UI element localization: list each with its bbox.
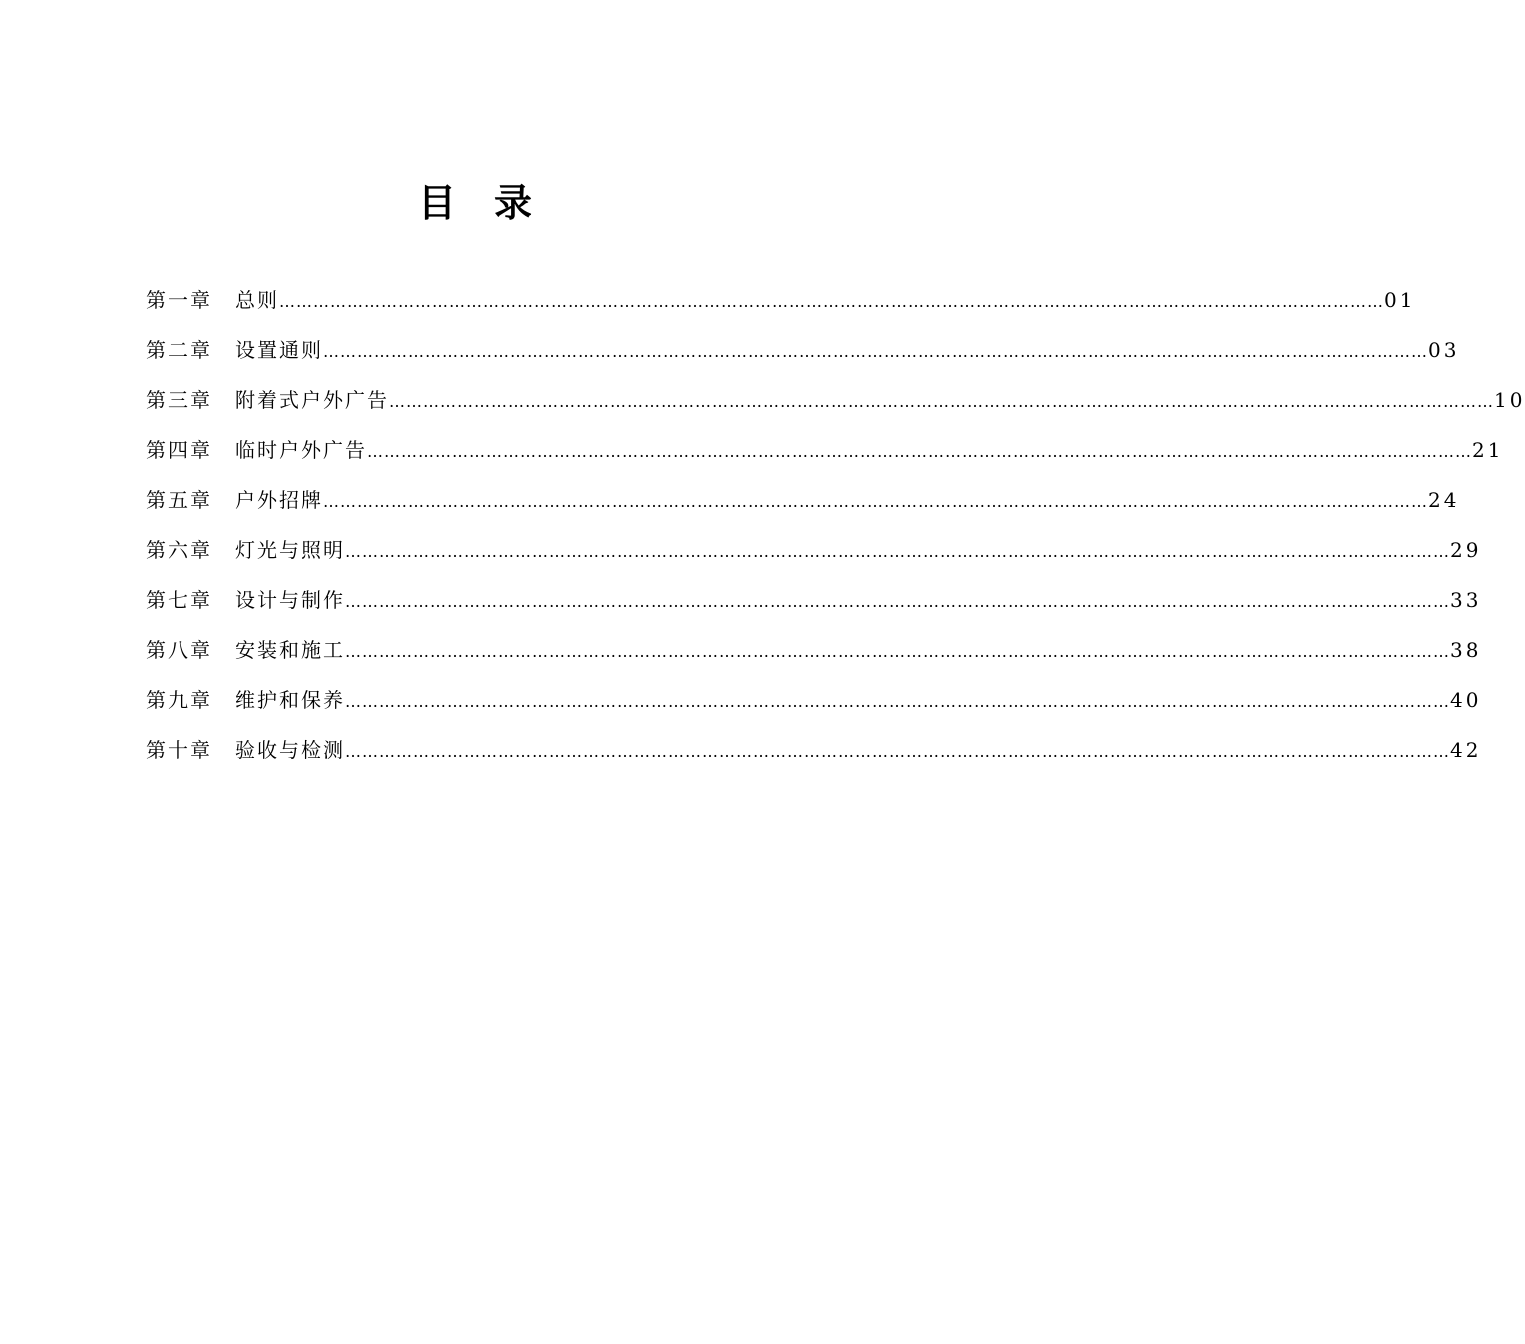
toc-section-title: 安装和施工 <box>235 638 345 662</box>
toc-section-title: 临时户外广告 <box>235 438 367 462</box>
toc-dot-leader: …………………………………………………………………………………………………………………………………………………………………………… <box>367 442 1472 461</box>
toc-dot-leader: …………………………………………………………………………………………………………………………………………………………………………… <box>345 592 1450 611</box>
toc-chapter-label: 第一章 <box>146 288 212 312</box>
toc-entry-4[interactable] <box>146 432 1504 482</box>
toc-page-number: 33 <box>1450 588 1482 612</box>
table-of-contents <box>146 282 1525 782</box>
toc-section-title: 设计与制作 <box>235 588 345 612</box>
toc-section-title: 验收与检测 <box>235 738 345 762</box>
toc-page-number: 01 <box>1384 288 1416 312</box>
toc-entry-6[interactable] <box>146 532 1482 582</box>
toc-dot-leader: …………………………………………………………………………………………………………………………………………………………………………… <box>323 342 1428 361</box>
toc-section-title: 户外招牌 <box>235 488 323 512</box>
toc-section-title: 维护和保养 <box>235 688 345 712</box>
toc-dot-leader: …………………………………………………………………………………………………………………………………………………………………………… <box>345 542 1450 561</box>
toc-section-title: 附着式户外广告 <box>235 388 389 412</box>
toc-chapter-label: 第五章 <box>146 488 212 512</box>
toc-page-number: 40 <box>1450 688 1482 712</box>
toc-dot-leader: …………………………………………………………………………………………………………………………………………………………………………… <box>345 642 1450 661</box>
toc-dot-leader: …………………………………………………………………………………………………………………………………………………………………………… <box>323 492 1428 511</box>
toc-entry-1[interactable] <box>146 282 1416 332</box>
toc-section-title: 总则 <box>235 288 279 312</box>
toc-page-number: 29 <box>1450 538 1482 562</box>
toc-page-number: 03 <box>1428 338 1460 362</box>
toc-dot-leader: …………………………………………………………………………………………………………………………………………………………………………… <box>279 292 1384 311</box>
toc-dot-leader: …………………………………………………………………………………………………………………………………………………………………………… <box>389 392 1494 411</box>
toc-chapter-label: 第十章 <box>146 738 212 762</box>
toc-section-title: 设置通则 <box>235 338 323 362</box>
toc-entry-3[interactable] <box>146 382 1525 432</box>
toc-page-number: 38 <box>1450 638 1482 662</box>
toc-chapter-label: 第六章 <box>146 538 212 562</box>
toc-chapter-label: 第四章 <box>146 438 212 462</box>
toc-chapter-label: 第三章 <box>146 388 212 412</box>
toc-entry-2[interactable] <box>146 332 1460 382</box>
toc-dot-leader: …………………………………………………………………………………………………………………………………………………………………………… <box>345 692 1450 711</box>
toc-page-number: 21 <box>1472 438 1504 462</box>
page-title: 目录 <box>417 181 570 225</box>
toc-entry-10[interactable] <box>146 732 1482 782</box>
toc-chapter-label: 第七章 <box>146 588 212 612</box>
toc-page-number: 10 <box>1494 388 1525 412</box>
toc-page-number: 24 <box>1428 488 1460 512</box>
toc-entry-7[interactable] <box>146 582 1482 632</box>
toc-chapter-label: 第八章 <box>146 638 212 662</box>
toc-entry-8[interactable] <box>146 632 1482 682</box>
toc-entry-5[interactable] <box>146 482 1460 532</box>
toc-chapter-label: 第二章 <box>146 338 212 362</box>
toc-entry-9[interactable] <box>146 682 1482 732</box>
toc-chapter-label: 第九章 <box>146 688 212 712</box>
toc-section-title: 灯光与照明 <box>235 538 345 562</box>
toc-dot-leader: …………………………………………………………………………………………………………………………………………………………………………… <box>345 742 1450 761</box>
toc-page-number: 42 <box>1450 738 1482 762</box>
